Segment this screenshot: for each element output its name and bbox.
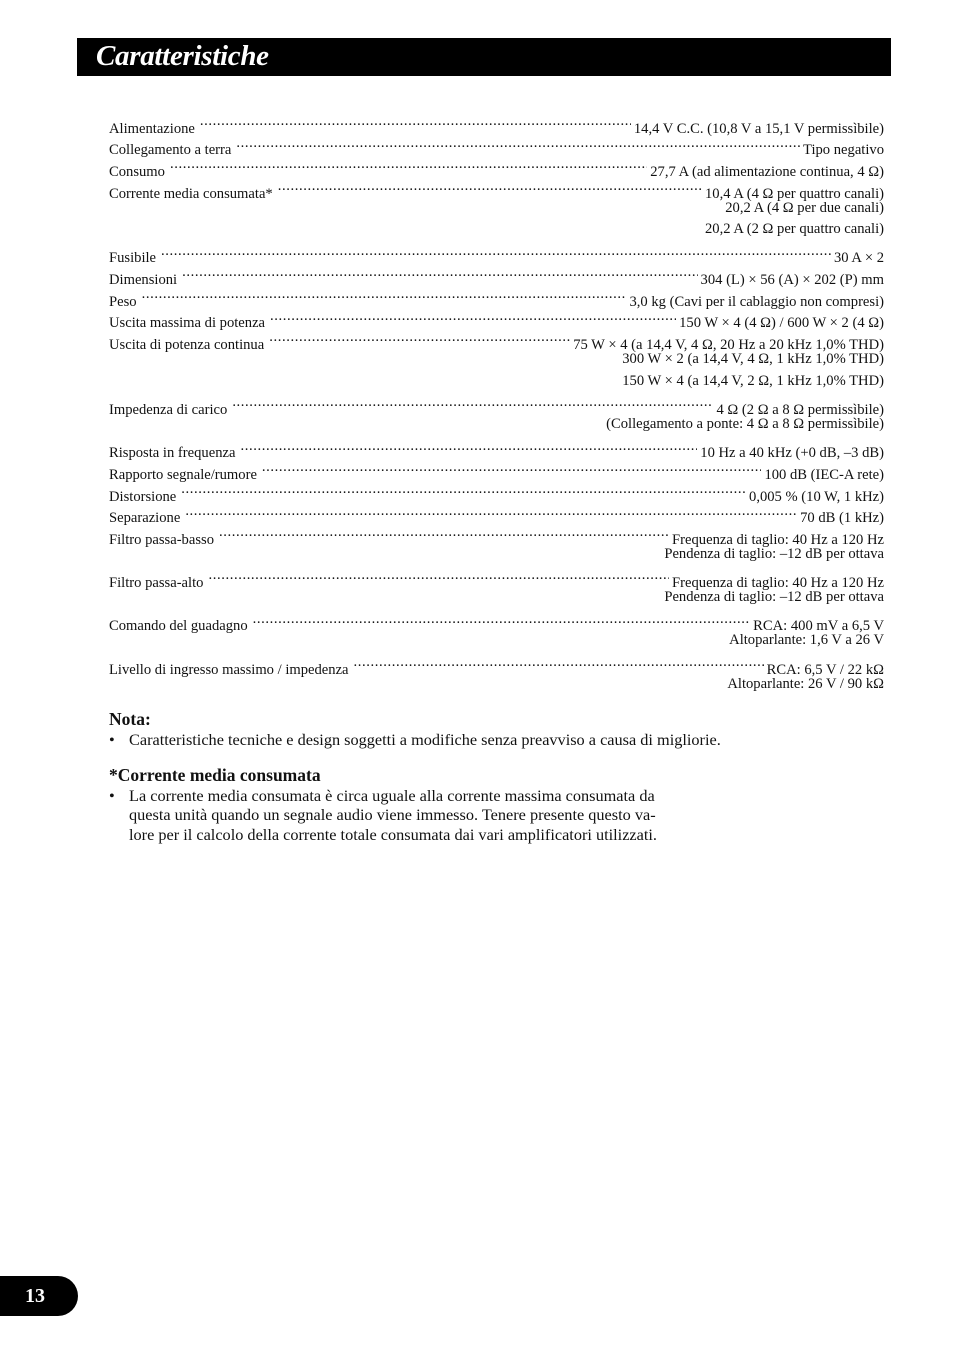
- page-title: Caratteristiche: [96, 40, 269, 72]
- page-number-tab: [0, 1276, 78, 1316]
- spec-row: [109, 652, 884, 678]
- spec-value: 304 (L) × 56 (A) × 202 (P) mm: [700, 272, 884, 289]
- spec-row-continuation: [109, 219, 884, 241]
- bullet-mark: •: [109, 785, 115, 805]
- spec-label: Dimensioni: [109, 272, 178, 289]
- dot-leader: [182, 262, 697, 284]
- spec-value: 14,4 V C.C. (10,8 V a 15,1 V permissìbile): [633, 120, 884, 137]
- spec-row: [109, 111, 884, 137]
- spec-label: Peso: [109, 293, 137, 310]
- spec-value: 10 Hz a 40 kHz (+0 dB, –3 dB): [700, 445, 884, 462]
- dot-leader: [161, 241, 831, 263]
- spec-label: Separazione: [109, 510, 181, 527]
- note-line: Caratteristiche tecniche e design soggetti a modifiche senza preavviso a causa di migliorie.: [129, 730, 721, 749]
- spec-label: Filtro passa-alto: [109, 575, 204, 592]
- dot-leader: [236, 133, 800, 155]
- dot-leader: [262, 457, 762, 479]
- spec-value: 10,4 A (4 Ω per quattro canali): [704, 185, 884, 202]
- spec-row: [109, 241, 884, 267]
- spec-row-continuation: [109, 371, 884, 393]
- dot-leader: [240, 436, 697, 458]
- spec-value: RCA: 6,5 V / 22 kΩ: [766, 661, 884, 678]
- dot-leader: [185, 501, 797, 523]
- spec-label: Uscita massima di potenza: [109, 315, 266, 332]
- spec-label: Risposta in frequenza: [109, 445, 236, 462]
- spec-label: Collegamento a terra: [109, 142, 232, 159]
- current-note-bullet-item: [109, 786, 809, 845]
- spec-row: [109, 501, 884, 527]
- spec-value: 150 W × 4 (4 Ω) / 600 W × 2 (4 Ω): [679, 315, 884, 332]
- spec-label: Corrente media consumata*: [109, 185, 273, 202]
- current-note-heading: *Corrente media consumata: [109, 764, 321, 785]
- notes-section: [109, 708, 809, 844]
- current-note-line: lore per il calcolo della corrente totale consumata dai vari amplificatori utilizzati.: [129, 824, 658, 844]
- dot-leader: [270, 306, 676, 328]
- spec-value: 300 W × 2 (a 14,4 V, 4 Ω, 1 kHz 1,0% THD): [622, 351, 884, 368]
- spec-row: [109, 522, 884, 548]
- bullet-mark: •: [109, 730, 115, 749]
- spec-value: 0,005 % (10 W, 1 kHz): [749, 488, 884, 505]
- dot-leader: [269, 327, 570, 349]
- spec-value: Altoparlante: 26 V / 90 kΩ: [727, 675, 884, 692]
- spec-value: 20,2 A (4 Ω per due canali): [725, 199, 884, 216]
- spec-value: Pendenza di taglio: –12 dB per ottava: [664, 545, 884, 562]
- spec-row-continuation: [109, 544, 884, 566]
- spec-row: [109, 565, 884, 592]
- spec-row: [109, 609, 884, 635]
- note-text: [129, 730, 809, 750]
- section-header-bar: [77, 38, 891, 76]
- spec-value: 70 dB (1 kHz): [800, 510, 884, 527]
- note-bullet-item: [109, 730, 809, 750]
- spec-value: Pendenza di taglio: –12 dB per ottava: [664, 589, 884, 606]
- current-note-line: La corrente media consumata è circa uguale alla corrente massima consumata da: [129, 785, 655, 805]
- spec-label: Consumo: [109, 163, 165, 180]
- dot-leader: [208, 565, 669, 587]
- dot-leader: [219, 522, 669, 544]
- dot-leader: [232, 392, 713, 414]
- spec-value: Tipo negativo: [803, 142, 884, 159]
- spec-value: 27,7 A (ad alimentazione continua, 4 Ω): [650, 163, 884, 180]
- spec-value: Frequenza di taglio: 40 Hz a 120 Hz: [672, 575, 884, 592]
- spec-label: Fusibile: [109, 250, 157, 267]
- spec-row: [109, 392, 884, 418]
- spec-value: Altoparlante: 1,6 V a 26 V: [729, 632, 884, 649]
- spec-row: [109, 133, 884, 159]
- current-note-text: [129, 786, 809, 845]
- spec-label: Alimentazione: [109, 120, 195, 137]
- spec-row: [109, 436, 884, 462]
- dot-leader: [253, 609, 751, 631]
- spec-value: 20,2 A (2 Ω per quattro canali): [704, 221, 884, 238]
- note-heading: Nota:: [109, 709, 151, 729]
- spec-label: Distorsione: [109, 488, 177, 505]
- spec-value: 100 dB (IEC-A rete): [764, 466, 884, 483]
- spec-label: Uscita di potenza continua: [109, 337, 265, 354]
- dot-leader: [142, 284, 627, 306]
- dot-leader: [200, 111, 631, 133]
- spec-value: RCA: 400 mV a 6,5 V: [753, 618, 884, 635]
- spec-row-continuation: [109, 587, 884, 609]
- spec-label: Impedenza di carico: [109, 401, 228, 418]
- page-number: 13: [25, 1285, 45, 1307]
- current-note-line: questa unità quando un segnale audio viene immesso. Tenere presente questo va-: [129, 805, 656, 824]
- dot-leader: [278, 176, 702, 198]
- spec-label: Comando del guadagno: [109, 618, 248, 635]
- spec-value: 3,0 kg (Cavi per il cablaggio non compresi): [629, 293, 884, 310]
- spec-row: [109, 154, 884, 180]
- specifications-list: [109, 111, 884, 695]
- spec-label: Rapporto segnale/rumore: [109, 466, 257, 483]
- spec-label: Livello di ingresso massimo / impedenza: [109, 661, 349, 678]
- spec-label: Filtro passa-basso: [109, 531, 214, 548]
- spec-row: [109, 262, 884, 289]
- dot-leader: [170, 154, 647, 176]
- spec-value: 4 Ω (2 Ω a 8 Ω permissìbile): [716, 401, 884, 418]
- spec-value: 150 W × 4 (a 14,4 V, 2 Ω, 1 kHz 1,0% THD): [622, 372, 884, 389]
- spec-value: (Collegamento a ponte: 4 Ω a 8 Ω permissìbile): [606, 415, 884, 432]
- spec-value: Frequenza di taglio: 40 Hz a 120 Hz: [672, 531, 884, 548]
- dot-leader: [354, 652, 764, 674]
- dot-leader: [181, 479, 746, 501]
- spec-value: 30 A × 2: [834, 250, 884, 267]
- spec-value: 75 W × 4 (a 14,4 V, 4 Ω, 20 Hz a 20 kHz 1,0% THD): [573, 337, 884, 354]
